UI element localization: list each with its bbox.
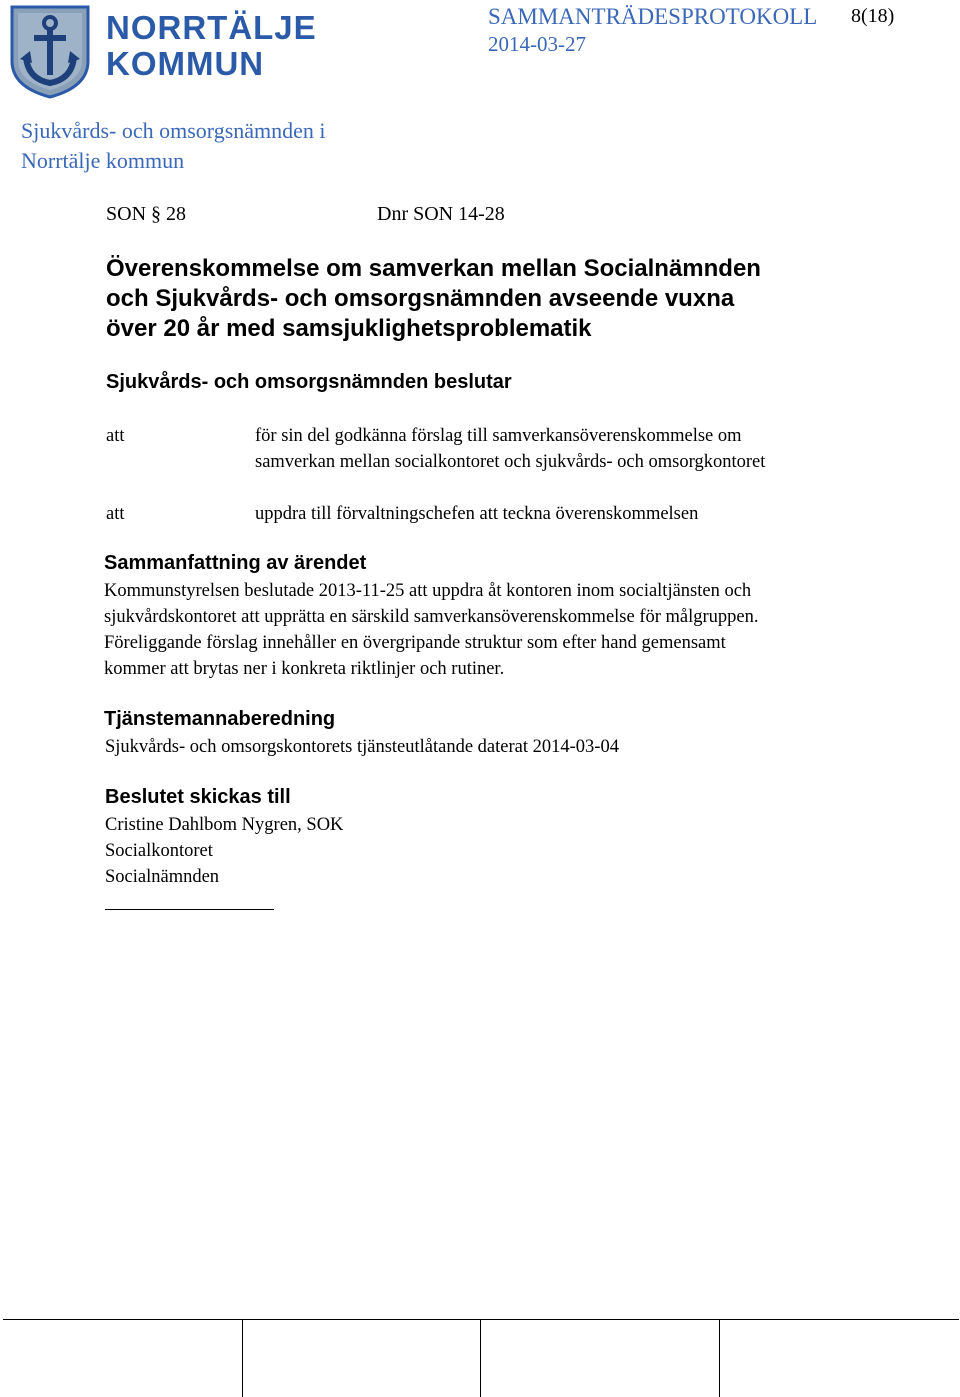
page-number: 8(18) [851, 5, 895, 27]
org-name-line2: Norrtälje kommun [21, 148, 185, 173]
summary-heading: Sammanfattning av ärendet [104, 552, 367, 574]
decision-item-text-line1: för sin del godkänna förslag till samverkansöverenskommelse om [255, 426, 742, 446]
signature-box-divider [242, 1320, 243, 1397]
decision-heading: Sjukvårds- och omsorgsnämnden beslutar [106, 371, 512, 393]
anchor-shield-icon [8, 3, 92, 99]
decision-item-text-line2: samverkan mellan socialkontoret och sjukvårds- och omsorgkontoret [255, 452, 766, 472]
recipient-item: Socialnämnden [105, 867, 220, 887]
signature-line [105, 909, 274, 910]
footer-divider [3, 1319, 959, 1320]
summary-line: sjukvårdskontoret att upprätta en särskild samverkansöverenskommelse för målgruppen. [104, 607, 759, 627]
protocol-title: SAMMANTRÄDESPROTOKOLL [488, 4, 818, 29]
protocol-date: 2014-03-27 [488, 32, 586, 56]
decision-item-label: att [106, 426, 125, 446]
summary-line: Kommunstyrelsen beslutade 2013-11-25 att uppdra åt kontoren inom socialtjänsten och [104, 581, 752, 601]
decision-item-text-line1: uppdra till förvaltningschefen att teckna överenskommelsen [255, 504, 699, 524]
logo-line2: KOMMUN [106, 45, 265, 82]
preparation-text: Sjukvårds- och omsorgskontorets tjänsteutlåtande daterat 2014-03-04 [105, 737, 619, 757]
signature-box-divider [480, 1320, 481, 1397]
decision-item-label: att [106, 504, 125, 524]
paragraph-ref: SON § 28 [106, 203, 187, 225]
sent-to-heading: Beslutet skickas till [105, 786, 291, 808]
summary-line: kommer att brytas ner i konkreta riktlinjer och rutiner. [104, 659, 505, 679]
preparation-heading: Tjänstemannaberedning [104, 708, 336, 730]
title-line2: och Sjukvårds- och omsorgsnämnden avseende vuxna [106, 285, 735, 312]
signature-box-divider [719, 1320, 720, 1397]
org-name-line1: Sjukvårds- och omsorgsnämnden i [21, 118, 326, 143]
title-line1: Överenskommelse om samverkan mellan Socialnämnden [106, 255, 761, 282]
summary-line: Föreliggande förslag innehåller en övergripande struktur som efter hand gemensamt [104, 633, 726, 653]
recipient-item: Socialkontoret [105, 841, 213, 861]
title-line3: över 20 år med samsjuklighetsproblematik [106, 315, 592, 342]
dnr-ref: Dnr SON 14-28 [377, 203, 505, 225]
recipient-item: Cristine Dahlbom Nygren, SOK [105, 815, 344, 835]
norrtalje-logo [8, 3, 317, 99]
logo-line1: NORRTÄLJE [106, 9, 317, 46]
